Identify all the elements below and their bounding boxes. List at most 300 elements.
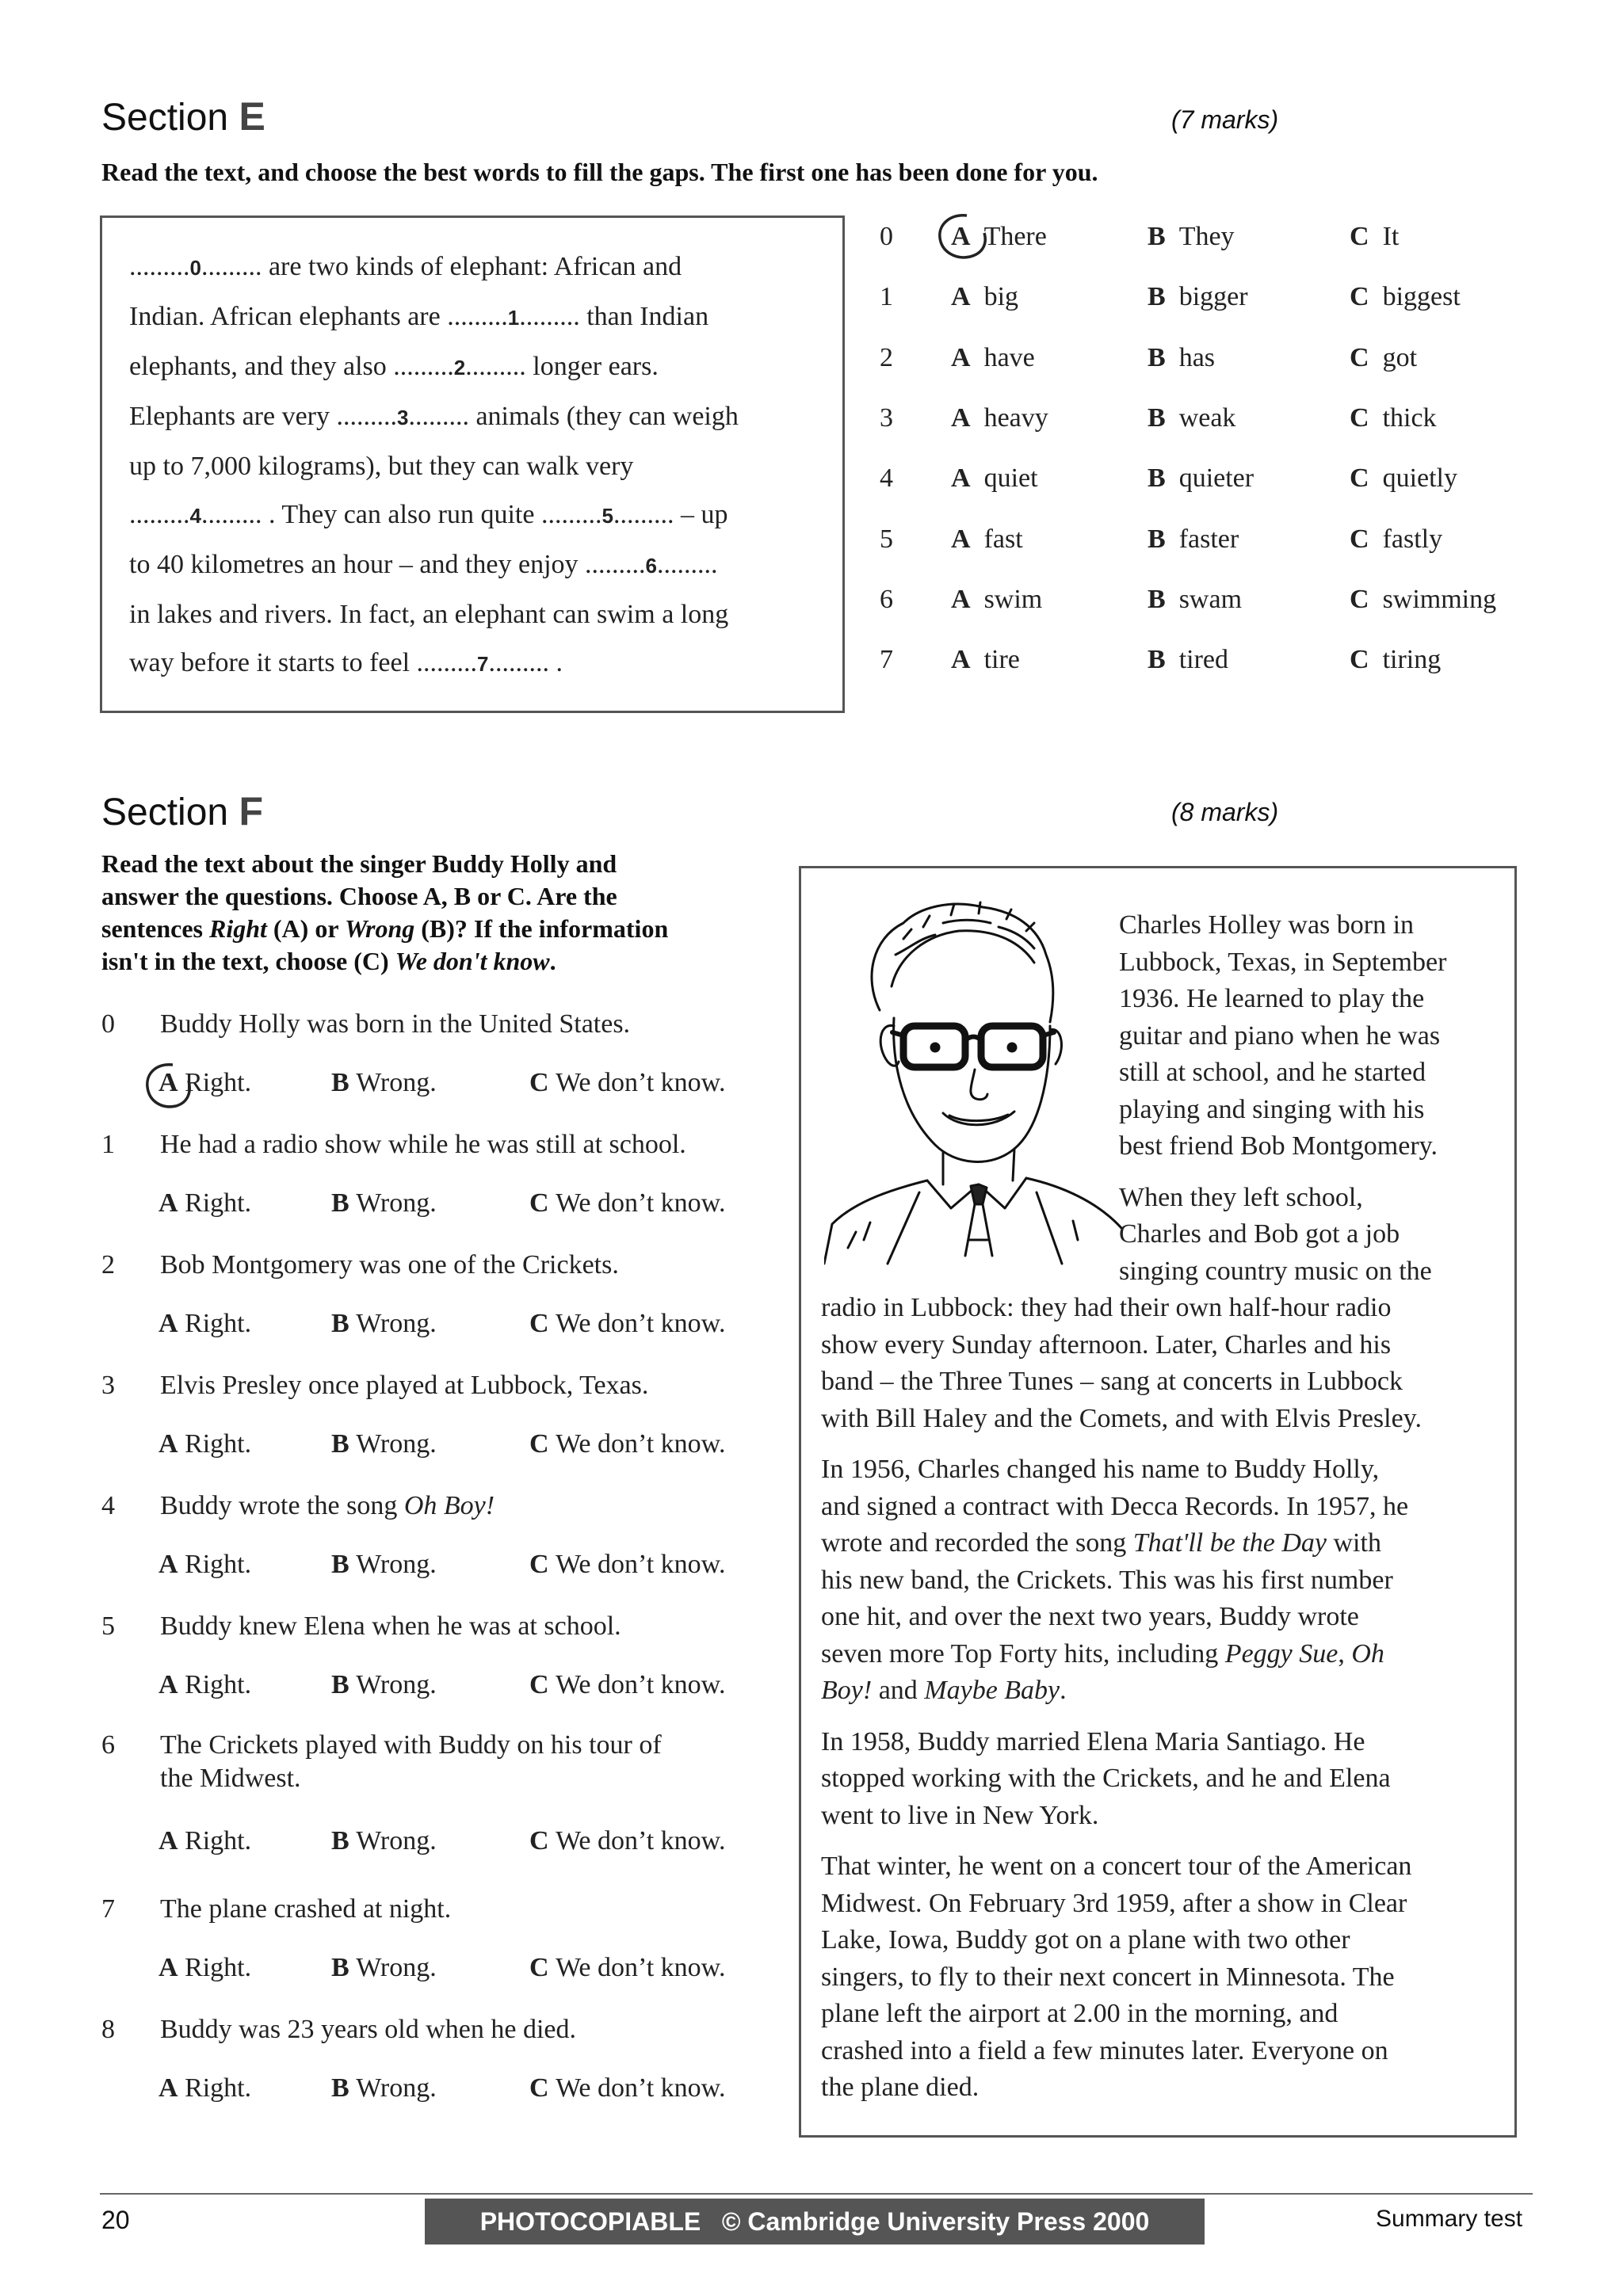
answer-options [158, 2073, 792, 2108]
option-number: 7 [880, 645, 893, 674]
option-row [880, 463, 1593, 511]
option-letter: C [1350, 645, 1369, 674]
passage-line [129, 292, 827, 342]
instruction-line-3 [101, 913, 799, 945]
option-letter: C [1350, 403, 1369, 433]
answer-letter: C [529, 1429, 549, 1459]
option-letter: A [951, 463, 971, 493]
answer-choice-b[interactable] [331, 1826, 437, 1856]
option-word: It [1382, 222, 1400, 251]
answer-letter: B [331, 1953, 349, 1982]
option-c[interactable] [1350, 343, 1417, 373]
option-word: faster [1178, 524, 1239, 554]
answer-choice-c[interactable] [529, 1068, 726, 1098]
gap-number: 4 [189, 504, 201, 528]
option-c[interactable] [1350, 463, 1457, 494]
answer-text: Wrong. [356, 1826, 437, 1855]
answer-text: Right. [185, 1953, 252, 1982]
question-number: 0 [101, 1009, 115, 1039]
question-text: Buddy was 23 years old when he died. [160, 2015, 577, 2044]
passage-text: up to 7,000 kilograms), but they can walk very [129, 452, 634, 481]
reading-paragraph-1 [1119, 907, 1503, 1165]
reading-paragraph-4 [821, 1724, 1503, 1835]
option-c[interactable] [1350, 524, 1442, 555]
answer-letter: A [158, 1670, 178, 1699]
answer-text: We don’t know. [556, 1953, 726, 1982]
answer-text: We don’t know. [556, 1068, 726, 1097]
reading-line: went to live in New York. [821, 1800, 1099, 1830]
option-word: swam [1178, 585, 1243, 614]
answer-choice-b[interactable] [331, 1188, 437, 1219]
gap-number: 0 [189, 256, 201, 280]
answer-choice-c[interactable] [529, 1953, 726, 1983]
passage-text: ......... animals (they can weigh [408, 402, 739, 431]
option-letter: B [1148, 585, 1166, 614]
section-e-title-letter: E [239, 94, 265, 139]
option-word: quiet [983, 463, 1038, 493]
option-a[interactable] [951, 524, 1023, 555]
answer-text: Right. [185, 2073, 252, 2103]
question-song-title: Oh Boy! [403, 1491, 495, 1520]
answer-letter: C [529, 1670, 549, 1699]
option-number: 4 [880, 463, 893, 493]
banner-right: © Cambridge University Press 2000 [721, 2207, 1150, 2236]
option-a[interactable] [951, 585, 1042, 615]
reading-line: singers, to fly to their next concert in Minnesota. The [821, 1962, 1395, 1992]
instr-text: sentences [101, 914, 209, 943]
gap-number: 7 [477, 652, 489, 676]
option-number: 1 [880, 282, 893, 311]
answer-letter: A [158, 1826, 178, 1855]
option-word: There [983, 222, 1047, 251]
option-letter: A [951, 645, 971, 674]
option-word: quietly [1382, 463, 1457, 493]
p3-line: one hit, and over the next two years, Buddy wrote [821, 1602, 1359, 1631]
option-letter: A [951, 524, 971, 554]
reading-line: Lake, Iowa, Buddy got on a plane with two other [821, 1925, 1350, 1955]
song-title: Oh [1351, 1638, 1384, 1669]
passage-text: ......... . [488, 648, 563, 677]
answer-letter: C [529, 1550, 549, 1579]
answer-choice-a[interactable] [158, 1826, 251, 1856]
answer-options [158, 1670, 792, 1705]
question-number: 1 [101, 1130, 115, 1159]
reading-line: 1936. He learned to play the [1119, 984, 1425, 1013]
question-number: 6 [101, 1730, 115, 1760]
answer-choice-b[interactable] [331, 1429, 437, 1459]
p3-line [821, 1672, 1503, 1710]
option-row [880, 282, 1593, 330]
question-number: 4 [101, 1491, 115, 1520]
option-row [880, 343, 1593, 391]
answer-choice-c[interactable] [529, 1188, 726, 1219]
option-row [880, 403, 1593, 451]
answer-text: We don’t know. [556, 2073, 726, 2103]
answer-text: Wrong. [356, 1429, 437, 1459]
p3-line [821, 1636, 1503, 1673]
answer-text: We don’t know. [556, 1309, 726, 1338]
passage-line [129, 590, 827, 639]
answer-choice-c[interactable] [529, 1826, 726, 1856]
answer-text: Right. [185, 1188, 252, 1218]
instr-text: (B)? If the information [414, 914, 669, 943]
option-c[interactable] [1350, 645, 1441, 675]
section-e-instruction: Read the text, and choose the best words to fill the gaps. The first one has been done for you. [101, 158, 1098, 186]
passage-text: ......... longer ears. [465, 352, 659, 381]
option-b[interactable] [1148, 463, 1254, 494]
reading-line: singing country music on the [1119, 1256, 1432, 1286]
option-letter: B [1148, 282, 1166, 311]
reading-line: the plane died. [821, 2073, 980, 2102]
example-answer-circle-f [143, 1062, 195, 1111]
answer-choice-c[interactable] [529, 2073, 726, 2103]
option-b[interactable] [1148, 222, 1235, 252]
option-word: swim [983, 585, 1043, 614]
passage-text: ......... [129, 252, 190, 281]
question-text: He had a radio show while he was still at school. [160, 1130, 686, 1159]
answer-choice-a[interactable] [158, 1670, 251, 1700]
answer-options [158, 1309, 792, 1344]
gap-number: 2 [453, 356, 466, 379]
reading-line: Midwest. On February 3rd 1959, after a show in Clear [821, 1888, 1407, 1918]
option-b[interactable] [1148, 403, 1235, 433]
passage-line [129, 242, 827, 292]
option-c[interactable] [1350, 403, 1437, 433]
answer-text: We don’t know. [556, 1188, 726, 1218]
answer-choice-b[interactable] [331, 1953, 437, 1983]
answer-choice-b[interactable] [331, 1068, 437, 1098]
passage-text: way before it starts to feel ......... [129, 648, 478, 677]
instruction-line-2: answer the questions. Choose A, B or C. Are the [101, 882, 617, 910]
answer-options [158, 1826, 792, 1861]
passage-line [129, 490, 827, 540]
passage-text: ......... – up [613, 500, 728, 529]
option-word: They [1178, 222, 1235, 251]
answer-text: Wrong. [356, 1188, 437, 1218]
answer-letter: A [158, 1309, 178, 1338]
question-text: Bob Montgomery was one of the Crickets. [160, 1250, 619, 1280]
answer-text: We don’t know. [556, 1826, 726, 1855]
option-b[interactable] [1148, 645, 1228, 675]
passage-line [129, 540, 827, 590]
option-letter: C [1350, 222, 1369, 251]
answer-choice-a[interactable] [158, 1188, 251, 1219]
option-row [880, 524, 1593, 572]
reading-line: stopped working with the Crickets, and he and Elena [821, 1764, 1391, 1793]
answer-letter: C [529, 1309, 549, 1338]
question-text [160, 1489, 794, 1523]
answer-text: We don’t know. [556, 1670, 726, 1699]
p3-text: with [1327, 1528, 1381, 1558]
answer-letter: B [331, 1670, 349, 1699]
answer-letter: B [331, 2073, 349, 2103]
question-text-part: Buddy wrote the song [160, 1491, 404, 1520]
instr-text: . [549, 947, 556, 975]
option-word: fast [983, 524, 1023, 554]
answer-choice-a[interactable] [158, 1429, 251, 1459]
answer-letter: C [529, 1188, 549, 1218]
section-f-marks: (8 marks) [1171, 798, 1279, 826]
option-a[interactable] [951, 645, 1020, 675]
question-text: The plane crashed at night. [160, 1894, 452, 1924]
answer-text: Right. [185, 1068, 252, 1097]
question-number: 7 [101, 1894, 115, 1924]
answer-choice-b[interactable] [331, 2073, 437, 2103]
reading-line: playing and singing with his [1119, 1094, 1425, 1124]
answer-letter: C [529, 1953, 549, 1982]
section-e-title-word: Section [101, 97, 229, 139]
option-letter: A [951, 585, 971, 614]
option-letter: A [951, 403, 971, 433]
option-c[interactable] [1350, 585, 1496, 615]
passage-text: ......... than Indian [519, 302, 709, 331]
reading-line: Lubbock, Texas, in September [1119, 947, 1447, 977]
instr-wrong-italic: Wrong [344, 914, 415, 943]
question-text-line: The Crickets played with Buddy on his tour of [160, 1730, 662, 1760]
question-number: 5 [101, 1611, 115, 1641]
section-f-instruction [101, 848, 799, 978]
option-letter: A [951, 222, 971, 251]
passage-text: ......... [657, 550, 718, 579]
option-word: big [983, 282, 1019, 311]
option-letter: C [1350, 585, 1369, 614]
option-b[interactable] [1148, 585, 1242, 615]
answer-text: Wrong. [356, 1550, 437, 1579]
answer-text: Wrong. [356, 1670, 437, 1699]
instruction-line-1: Read the text about the singer Buddy Holly and [101, 849, 617, 878]
reading-line: still at school, and he started [1119, 1058, 1426, 1087]
answer-letter: A [158, 2073, 178, 2103]
p3-text: , [1338, 1638, 1352, 1669]
answer-text: Right. [185, 1670, 252, 1699]
option-b[interactable] [1148, 343, 1215, 373]
song-title: That'll be the Day [1132, 1528, 1327, 1558]
passage-text: elephants, and they also ......... [129, 352, 454, 381]
instr-text: isn't in the text, choose (C) [101, 947, 395, 975]
answer-letter: A [158, 1953, 178, 1982]
reading-line: In 1958, Buddy married Elena Maria Santiago. He [821, 1726, 1365, 1756]
option-a[interactable] [951, 343, 1035, 373]
answer-choice-a[interactable] [158, 1953, 251, 1983]
passage-line [129, 639, 827, 688]
answer-letter: B [331, 1826, 349, 1855]
answer-choice-a[interactable] [158, 1550, 251, 1580]
page-number: 20 [101, 2206, 130, 2234]
answer-letter: C [529, 1826, 549, 1855]
reading-line: with Bill Haley and the Comets, and with Elvis Presley. [821, 1403, 1422, 1433]
gap-number: 1 [507, 306, 520, 330]
answer-choice-b[interactable] [331, 1550, 437, 1580]
photocopiable-banner [425, 2199, 1205, 2245]
option-number: 6 [880, 585, 893, 614]
answer-options [158, 1429, 792, 1464]
option-word: have [983, 343, 1035, 372]
footer-rule [100, 2193, 1533, 2195]
answer-letter: C [529, 2073, 549, 2103]
instruction-line-4 [101, 945, 799, 978]
option-row [880, 645, 1593, 692]
answer-text: Wrong. [356, 1953, 437, 1982]
option-number: 3 [880, 403, 893, 433]
example-answer-circle [935, 212, 992, 261]
reading-paragraph-2-end [821, 1290, 1503, 1437]
passage-text: Indian. African elephants are ......... [129, 302, 508, 331]
option-letter: C [1350, 524, 1369, 554]
option-letter: B [1148, 343, 1166, 372]
answer-options [158, 1550, 792, 1585]
answer-letter: B [331, 1068, 349, 1097]
section-f-title-letter: F [239, 789, 263, 833]
answer-choice-c[interactable] [529, 1550, 726, 1580]
instr-right-italic: Right [208, 914, 267, 943]
option-row [880, 585, 1593, 632]
option-letter: A [951, 343, 971, 372]
p3-line: his new band, the Crickets. This was his first number [821, 1565, 1393, 1595]
answer-letter: B [331, 1188, 349, 1218]
answer-choice-b[interactable] [331, 1309, 437, 1339]
option-c[interactable] [1350, 222, 1399, 252]
answer-text: Wrong. [356, 2073, 437, 2103]
song-title: Boy! [821, 1676, 873, 1705]
answer-text: Right. [185, 1826, 252, 1855]
answer-letter: A [158, 1550, 178, 1579]
option-letter: A [951, 282, 971, 311]
option-word: bigger [1178, 282, 1248, 311]
passage-text: ......... . They can also run quite ......... [200, 500, 602, 529]
option-a[interactable] [951, 282, 1018, 312]
song-title: Maybe Baby [924, 1676, 1060, 1705]
reading-line: That winter, he went on a concert tour of the American [821, 1852, 1412, 1881]
passage-text: in lakes and rivers. In fact, an elephant can swim a long [129, 600, 729, 629]
answer-choice-b[interactable] [331, 1670, 437, 1700]
option-b[interactable] [1148, 282, 1248, 312]
answer-text: We don’t know. [556, 1550, 726, 1579]
answer-text: Wrong. [356, 1309, 437, 1338]
gap-number: 3 [397, 406, 409, 429]
question-text [160, 1729, 794, 1795]
option-b[interactable] [1148, 524, 1239, 555]
question-text-line: the Midwest. [160, 1764, 301, 1793]
option-word: thick [1382, 403, 1437, 433]
section-e-marks: (7 marks) [1171, 105, 1279, 134]
section-e-title [101, 93, 265, 139]
instr-text: (A) or [266, 914, 345, 943]
banner-left: PHOTOCOPIABLE [479, 2207, 701, 2236]
p3-text: . [1060, 1676, 1067, 1705]
answer-choice-c[interactable] [529, 1670, 726, 1700]
gap-fill-passage [129, 242, 827, 688]
answer-choice-c[interactable] [529, 1429, 726, 1459]
answer-choice-c[interactable] [529, 1309, 726, 1339]
question-number: 3 [101, 1371, 115, 1400]
p3-text: and [872, 1676, 925, 1705]
option-word: weak [1178, 403, 1236, 433]
passage-text: ......... [129, 500, 190, 529]
song-title: Peggy Sue [1224, 1638, 1338, 1669]
answer-options [158, 1068, 792, 1103]
answer-letter: A [158, 1429, 178, 1459]
answer-text: Right. [185, 1309, 252, 1338]
question-text: Elvis Presley once played at Lubbock, Texas. [160, 1371, 649, 1400]
answer-text: Right. [185, 1550, 252, 1579]
reading-line: plane left the airport at 2.00 in the morning, and [821, 1999, 1338, 2028]
reading-line: crashed into a field a few minutes later. Everyone on [821, 2035, 1388, 2065]
section-f-title-word: Section [101, 791, 229, 833]
option-word: swimming [1382, 585, 1497, 614]
p3-text: seven more Top Forty hits, including [821, 1638, 1225, 1669]
passage-line [129, 342, 827, 392]
passage-line [129, 392, 827, 442]
option-word: tired [1178, 645, 1228, 674]
reading-text [821, 907, 1503, 2107]
option-number: 0 [880, 222, 893, 251]
option-word: quieter [1178, 463, 1254, 493]
answer-text: We don’t know. [556, 1429, 726, 1459]
reading-line: band – the Three Tunes – sang at concerts in Lubbock [821, 1367, 1403, 1396]
answer-letter: A [158, 1188, 178, 1218]
reading-line: radio in Lubbock: they had their own half-hour radio [821, 1293, 1392, 1322]
option-word: got [1382, 343, 1418, 372]
option-word: tiring [1382, 645, 1442, 674]
option-word: heavy [983, 403, 1048, 433]
option-letter: C [1350, 343, 1369, 372]
option-letter: B [1148, 403, 1166, 433]
passage-text: to 40 kilometres an hour – and they enjoy ......... [129, 550, 646, 579]
reading-line: show every Sunday afternoon. Later, Charles and his [821, 1329, 1392, 1360]
reading-paragraph-2-start [1119, 1180, 1503, 1291]
gap-number: 5 [601, 504, 613, 528]
reading-paragraph-5 [821, 1848, 1503, 2107]
option-a[interactable] [951, 403, 1048, 433]
option-word: has [1178, 343, 1216, 372]
passage-text: ......... are two kinds of elephant: African and [200, 252, 682, 281]
option-a[interactable] [951, 463, 1038, 494]
reading-line: best friend Bob Montgomery. [1119, 1131, 1438, 1161]
question-text: Buddy Holly was born in the United States. [160, 1009, 631, 1039]
answer-choice-a[interactable] [158, 2073, 251, 2103]
option-letter: C [1350, 463, 1369, 493]
gap-number: 6 [645, 554, 658, 578]
answer-letter: B [331, 1429, 349, 1459]
reading-line: When they left school, [1119, 1182, 1363, 1212]
option-word: tire [983, 645, 1020, 674]
reading-line: Charles and Bob got a job [1119, 1219, 1400, 1249]
question-text: Buddy knew Elena when he was at school. [160, 1611, 621, 1641]
question-number: 8 [101, 2015, 115, 2044]
passage-text: Elephants are very ......... [129, 402, 397, 431]
option-letter: C [1350, 282, 1369, 311]
reading-line: Charles Holley was born in [1119, 910, 1415, 940]
footer-summary-label: Summary test [1376, 2206, 1523, 2232]
answer-text: Right. [185, 1429, 252, 1459]
answer-choice-a[interactable] [158, 1309, 251, 1339]
option-letter: B [1148, 645, 1166, 674]
option-number: 5 [880, 524, 893, 554]
instr-dont-know-italic: We don't know [395, 947, 550, 975]
passage-line [129, 442, 827, 490]
question-number: 2 [101, 1250, 115, 1280]
section-f-title [101, 788, 263, 834]
reading-paragraph-3 [821, 1451, 1503, 1710]
option-c[interactable] [1350, 282, 1461, 312]
option-word: biggest [1382, 282, 1461, 311]
p3-line: In 1956, Charles changed his name to Buddy Holly, [821, 1455, 1380, 1484]
reading-line: guitar and piano when he was [1119, 1020, 1441, 1051]
answer-options [158, 1953, 792, 1988]
answer-letter: A [158, 1068, 178, 1097]
answer-text: Wrong. [356, 1068, 437, 1097]
p3-line: and signed a contract with Decca Records. In 1957, he [821, 1491, 1409, 1521]
